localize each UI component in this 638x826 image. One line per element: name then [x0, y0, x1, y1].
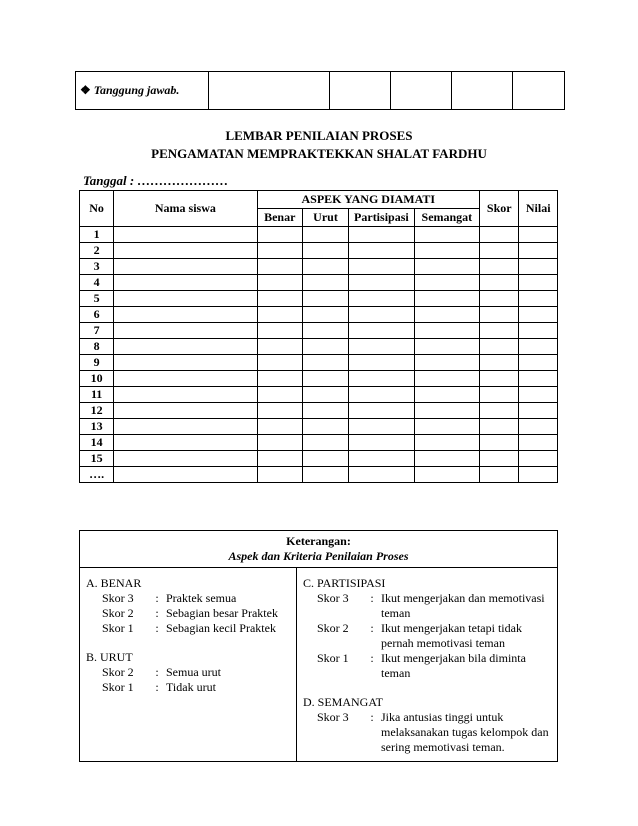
table-cell[interactable]: [349, 339, 415, 355]
legend-title: Keterangan:: [286, 534, 351, 548]
score-label: Skor 3: [102, 591, 134, 605]
table-cell[interactable]: [302, 259, 348, 275]
row-number: 7: [80, 323, 114, 339]
table-cell[interactable]: [519, 243, 558, 259]
row-number: 6: [80, 307, 114, 323]
table-cell[interactable]: [414, 339, 479, 355]
table-cell[interactable]: [519, 307, 558, 323]
table-cell[interactable]: [519, 435, 558, 451]
header-no: No: [80, 191, 114, 227]
criteria-a-list: [86, 591, 292, 636]
table-cell[interactable]: [114, 403, 257, 419]
table-cell[interactable]: [302, 243, 348, 259]
table-cell[interactable]: [114, 259, 257, 275]
table-row: [80, 291, 558, 307]
table-cell[interactable]: [114, 435, 257, 451]
criteria-item: [102, 680, 292, 695]
table-row: [80, 243, 558, 259]
table-cell[interactable]: [519, 451, 558, 467]
table-cell[interactable]: [257, 259, 302, 275]
table-cell[interactable]: [349, 371, 415, 387]
table-cell[interactable]: [519, 419, 558, 435]
table-cell[interactable]: [519, 371, 558, 387]
table-cell[interactable]: [302, 403, 348, 419]
row-number: 9: [80, 355, 114, 371]
table-row: [80, 323, 558, 339]
table-cell[interactable]: [519, 387, 558, 403]
empty-cell: [209, 72, 330, 110]
table-cell[interactable]: [519, 275, 558, 291]
colon: :: [370, 651, 374, 665]
criteria-item: [102, 665, 292, 680]
row-number: 13: [80, 419, 114, 435]
table-cell[interactable]: [257, 467, 302, 483]
row-number: 5: [80, 291, 114, 307]
table-cell[interactable]: [302, 339, 348, 355]
table-cell[interactable]: [114, 467, 257, 483]
table-row: [80, 435, 558, 451]
header-partisipasi: Partisipasi: [349, 209, 415, 227]
table-cell[interactable]: [519, 339, 558, 355]
criteria-c-heading: C. PARTISIPASI: [303, 576, 386, 590]
empty-cell: [391, 72, 452, 110]
row-number: 2: [80, 243, 114, 259]
legend-header: [80, 531, 558, 568]
row-number: 11: [80, 387, 114, 403]
table-cell[interactable]: [349, 355, 415, 371]
header-urut: Urut: [302, 209, 348, 227]
table-cell[interactable]: [349, 467, 415, 483]
criteria-item: [102, 606, 292, 621]
header-benar: Benar: [257, 209, 302, 227]
table-cell[interactable]: [480, 451, 519, 467]
score-label: Skor 2: [102, 665, 134, 679]
row-number: 1: [80, 227, 114, 243]
header-semangat: Semangat: [414, 209, 479, 227]
table-cell[interactable]: [302, 419, 348, 435]
score-desc: Sebagian kecil Praktek: [166, 621, 276, 635]
header-nilai: Nilai: [519, 191, 558, 227]
score-label: Skor 2: [102, 606, 134, 620]
table-cell[interactable]: [414, 355, 479, 371]
row-number: 14: [80, 435, 114, 451]
table-cell[interactable]: [480, 243, 519, 259]
empty-cell: [513, 72, 565, 110]
table-cell[interactable]: [349, 259, 415, 275]
table-cell[interactable]: [257, 291, 302, 307]
score-label: Skor 1: [317, 651, 349, 665]
table-cell[interactable]: [302, 291, 348, 307]
table-cell[interactable]: [349, 275, 415, 291]
table-cell[interactable]: [414, 291, 479, 307]
table-cell[interactable]: [414, 371, 479, 387]
table-cell[interactable]: [414, 227, 479, 243]
page-subtitle: PENGAMATAN MEMPRAKTEKKAN SHALAT FARDHU: [151, 146, 487, 161]
table-cell[interactable]: [302, 323, 348, 339]
table-row: [80, 227, 558, 243]
table-cell[interactable]: [114, 339, 257, 355]
table-cell[interactable]: [349, 403, 415, 419]
row-number: 10: [80, 371, 114, 387]
criteria-c-list: [303, 591, 553, 681]
tanggung-jawab-cell: [76, 72, 209, 110]
table-cell[interactable]: [349, 227, 415, 243]
table-cell[interactable]: [114, 291, 257, 307]
table-cell[interactable]: [302, 435, 348, 451]
table-cell[interactable]: [480, 419, 519, 435]
table-cell[interactable]: [257, 387, 302, 403]
tanggal-label: Tanggal : …………………: [83, 173, 229, 188]
table-row: [80, 371, 558, 387]
table-cell[interactable]: [257, 451, 302, 467]
table-cell[interactable]: [114, 355, 257, 371]
table-row: [80, 467, 558, 483]
table-cell[interactable]: [114, 275, 257, 291]
criteria-item: [317, 651, 553, 681]
diamond-bullet-icon: ❖: [80, 83, 91, 97]
tanggung-jawab-label: Tanggung jawab.: [93, 83, 180, 97]
table-cell[interactable]: [480, 291, 519, 307]
row-number: 3: [80, 259, 114, 275]
colon: :: [155, 680, 159, 694]
table-cell[interactable]: [302, 227, 348, 243]
table-cell[interactable]: [414, 451, 479, 467]
table-cell[interactable]: [114, 419, 257, 435]
header-skor: Skor: [480, 191, 519, 227]
row-number: 4: [80, 275, 114, 291]
page-title: LEMBAR PENILAIAN PROSES: [225, 128, 413, 143]
colon: :: [155, 665, 159, 679]
table-cell[interactable]: [414, 307, 479, 323]
colon: :: [155, 591, 159, 605]
table-row: [80, 259, 558, 275]
table-row: [80, 339, 558, 355]
row-number: 15: [80, 451, 114, 467]
score-desc: Sebagian besar Praktek: [166, 606, 278, 620]
table-cell[interactable]: [349, 419, 415, 435]
table-cell[interactable]: [257, 355, 302, 371]
score-desc: Semua urut: [166, 665, 221, 679]
table-cell[interactable]: [114, 243, 257, 259]
criteria-a-heading: A. BENAR: [86, 576, 142, 590]
table-cell[interactable]: [302, 467, 348, 483]
table-cell[interactable]: [349, 451, 415, 467]
table-cell[interactable]: [519, 323, 558, 339]
table-cell[interactable]: [480, 467, 519, 483]
colon: :: [370, 591, 374, 605]
table-cell[interactable]: [480, 371, 519, 387]
table-cell[interactable]: [302, 307, 348, 323]
table-cell[interactable]: [114, 387, 257, 403]
table-cell[interactable]: [114, 227, 257, 243]
score-label: Skor 1: [102, 621, 134, 635]
criteria-item: [317, 710, 553, 755]
table-cell[interactable]: [114, 323, 257, 339]
table-cell[interactable]: [302, 451, 348, 467]
header-nama-siswa: Nama siswa: [114, 191, 257, 227]
table-cell[interactable]: [257, 227, 302, 243]
table-cell[interactable]: [257, 307, 302, 323]
score-desc: Praktek semua: [166, 591, 237, 605]
table-row: [80, 355, 558, 371]
empty-cell: [452, 72, 513, 110]
table-cell[interactable]: [480, 403, 519, 419]
table-cell[interactable]: [302, 275, 348, 291]
score-desc: Tidak urut: [166, 680, 216, 694]
table-cell[interactable]: [257, 371, 302, 387]
table-cell[interactable]: [114, 307, 257, 323]
criteria-b-list: [86, 665, 292, 695]
table-cell[interactable]: [302, 371, 348, 387]
table-cell[interactable]: [414, 275, 479, 291]
table-cell[interactable]: [480, 387, 519, 403]
criteria-d-list: [303, 710, 553, 755]
empty-cell: [330, 72, 391, 110]
criteria-item: [317, 591, 553, 621]
table-cell[interactable]: [519, 467, 558, 483]
table-cell[interactable]: [257, 243, 302, 259]
table-cell[interactable]: [519, 355, 558, 371]
assessment-table-body: [80, 227, 558, 483]
table-cell[interactable]: [480, 323, 519, 339]
table-row: [80, 307, 558, 323]
criteria-item: [102, 591, 292, 606]
table-cell[interactable]: [414, 435, 479, 451]
table-cell[interactable]: [414, 259, 479, 275]
table-cell[interactable]: [480, 307, 519, 323]
table-row: [80, 275, 558, 291]
table-cell[interactable]: [302, 387, 348, 403]
table-cell[interactable]: [349, 291, 415, 307]
table-cell[interactable]: [480, 227, 519, 243]
table-cell[interactable]: [519, 291, 558, 307]
table-cell[interactable]: [519, 403, 558, 419]
table-cell[interactable]: [257, 419, 302, 435]
table-cell[interactable]: [414, 243, 479, 259]
table-cell[interactable]: [257, 275, 302, 291]
tanggung-jawab-table: [75, 71, 565, 110]
row-number: ….: [80, 467, 114, 483]
table-row: [80, 451, 558, 467]
table-cell[interactable]: [302, 355, 348, 371]
criteria-d-heading: D. SEMANGAT: [303, 695, 384, 709]
table-cell[interactable]: [114, 371, 257, 387]
table-cell[interactable]: [257, 323, 302, 339]
table-cell[interactable]: [257, 403, 302, 419]
table-row: [80, 387, 558, 403]
table-cell[interactable]: [414, 323, 479, 339]
colon: :: [155, 606, 159, 620]
table-row: [80, 403, 558, 419]
table-cell[interactable]: [480, 275, 519, 291]
row-number: 8: [80, 339, 114, 355]
colon: :: [370, 621, 374, 635]
score-label: Skor 1: [102, 680, 134, 694]
table-cell[interactable]: [480, 339, 519, 355]
legend-subtitle: Aspek dan Kriteria Penilaian Proses: [228, 549, 409, 563]
table-row: [80, 419, 558, 435]
score-desc: Jika antusias tinggi untuk melaksanakan tugas kelompok dan sering memotivasi teman.: [381, 710, 549, 754]
colon: :: [155, 621, 159, 635]
table-cell[interactable]: [414, 387, 479, 403]
score-label: Skor 3: [317, 591, 349, 605]
legend-right-column: [297, 568, 558, 762]
score-label: Skor 3: [317, 710, 349, 724]
table-cell[interactable]: [114, 451, 257, 467]
table-cell[interactable]: [349, 243, 415, 259]
table-cell[interactable]: [414, 419, 479, 435]
table-cell[interactable]: [349, 323, 415, 339]
table-cell[interactable]: [349, 435, 415, 451]
table-cell[interactable]: [257, 435, 302, 451]
table-cell[interactable]: [349, 307, 415, 323]
criteria-item: [317, 621, 553, 651]
colon: :: [370, 710, 374, 724]
score-desc: Ikut mengerjakan bila diminta teman: [381, 651, 526, 680]
legend-left-column: [80, 568, 297, 762]
row-number: 12: [80, 403, 114, 419]
score-label: Skor 2: [317, 621, 349, 635]
assessment-table: [79, 190, 558, 483]
table-cell[interactable]: [414, 467, 479, 483]
table-cell[interactable]: [257, 339, 302, 355]
table-cell[interactable]: [349, 387, 415, 403]
score-desc: Ikut mengerjakan tetapi tidak pernah memotivasi teman: [381, 621, 522, 650]
table-cell[interactable]: [414, 403, 479, 419]
header-aspek: ASPEK YANG DIAMATI: [257, 191, 480, 209]
legend-table: [79, 530, 558, 762]
table-cell[interactable]: [519, 227, 558, 243]
table-cell[interactable]: [480, 435, 519, 451]
table-cell[interactable]: [480, 355, 519, 371]
table-cell[interactable]: [519, 259, 558, 275]
table-cell[interactable]: [480, 259, 519, 275]
score-desc: Ikut mengerjakan dan memotivasi teman: [381, 591, 545, 620]
criteria-b-heading: B. URUT: [86, 650, 133, 664]
criteria-item: [102, 621, 292, 636]
